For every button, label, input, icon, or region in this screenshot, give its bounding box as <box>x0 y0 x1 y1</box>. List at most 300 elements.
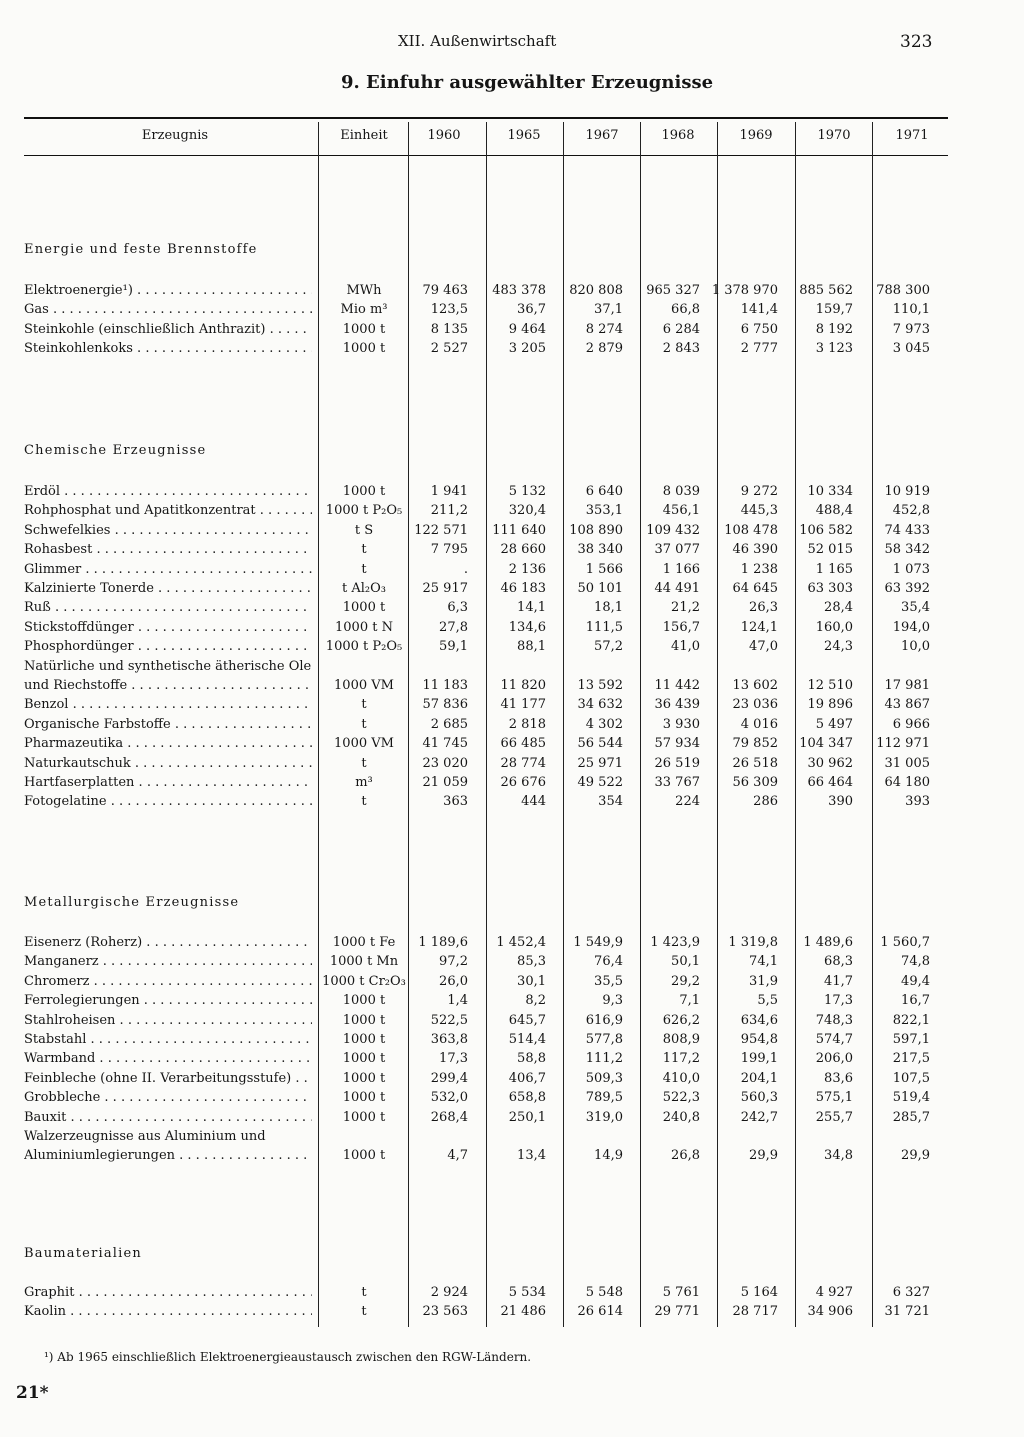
cell-value: 954,8 <box>740 1032 778 1047</box>
table-row <box>0 639 1024 658</box>
table-row <box>0 659 1024 678</box>
cell-value: 1 489,6 <box>803 935 853 950</box>
cell-value: 17,3 <box>439 1051 468 1067</box>
cell-value: 9 272 <box>740 484 778 499</box>
cell-value: 57 836 <box>422 697 468 713</box>
cell-value: 250,1 <box>508 1109 546 1125</box>
cell-value: 483 378 <box>492 283 546 298</box>
row-unit: 1000 t Fe <box>332 935 396 950</box>
row-unit: Mio m³ <box>340 302 388 318</box>
cell-value: 159,7 <box>815 302 853 318</box>
cell-value: 1 423,9 <box>650 935 700 950</box>
cell-value: 31 721 <box>884 1304 930 1320</box>
cell-value: 8,2 <box>525 993 546 1009</box>
cell-value: 17,3 <box>824 993 853 1009</box>
cell-value: 6 284 <box>662 321 700 337</box>
cell-value: 1 566 <box>585 561 623 577</box>
cell-value: 354 <box>598 794 623 810</box>
section-title: Energie und feste Brennstoffe <box>24 242 258 257</box>
table-row <box>0 756 1024 775</box>
cell-value: 23 036 <box>732 697 778 713</box>
cell-value: 63 303 <box>807 581 853 596</box>
cell-value: 5 761 <box>662 1285 700 1300</box>
cell-value: 117,2 <box>662 1051 700 1067</box>
row-unit: 1000 VM <box>334 736 394 752</box>
row-unit: t S <box>354 522 374 538</box>
cell-value: 5 548 <box>585 1285 623 1300</box>
cell-value: 4 016 <box>740 716 778 732</box>
chapter-title: XII. Außenwirtschaft <box>398 32 557 50</box>
cell-value: 406,7 <box>508 1070 546 1086</box>
row-label: Elektroenergie¹) . . . <box>24 283 312 298</box>
row-unit: 1000 t P₂O₅ <box>325 503 403 519</box>
cell-value: 575,1 <box>815 1090 853 1106</box>
cell-value: 13 602 <box>732 678 778 693</box>
cell-value: 2 685 <box>430 716 468 732</box>
row-unit: t <box>361 697 367 713</box>
table-row <box>0 562 1024 581</box>
cell-value: 8 039 <box>662 484 700 499</box>
page-title: 9. Einfuhr ausgewählter Erzeugnisse <box>340 72 714 93</box>
row-label: Steinkohlenkoks . . . <box>24 341 312 356</box>
cell-value: 57 934 <box>654 736 700 752</box>
table-row <box>0 484 1024 503</box>
cell-value: 160,0 <box>815 619 853 635</box>
cell-value: 5,5 <box>757 993 778 1009</box>
row-unit: 1000 t <box>342 1051 386 1067</box>
cell-value: 26,8 <box>671 1148 700 1164</box>
cell-value: 522,3 <box>662 1090 700 1106</box>
row-unit: t <box>361 1285 367 1300</box>
row-label: Glimmer . . . <box>24 562 312 577</box>
cell-value: 597,1 <box>892 1032 930 1047</box>
column-header-product: Erzeugnis <box>141 128 209 143</box>
cell-value: 6 640 <box>585 484 623 499</box>
cell-value: 390 <box>828 794 853 810</box>
row-unit: 1000 t Cr₂O₃ <box>322 973 406 989</box>
cell-value: 2 777 <box>740 341 778 357</box>
column-header-year: 1968 <box>661 128 695 143</box>
table-row <box>0 935 1024 954</box>
cell-value: 49,4 <box>901 973 930 989</box>
cell-value: 199,1 <box>740 1051 778 1067</box>
cell-value: 112 971 <box>876 736 930 752</box>
cell-value: 59,1 <box>439 639 468 655</box>
cell-value: 11 442 <box>654 678 700 693</box>
row-label: Eisenerz (Roherz) . . . <box>24 935 312 950</box>
cell-value: 1 073 <box>892 561 930 577</box>
row-label: Chromerz . . . <box>24 974 312 989</box>
cell-value: 123,5 <box>430 302 468 318</box>
cell-value: 33 767 <box>654 775 700 790</box>
cell-value: 56 309 <box>732 775 778 790</box>
cell-value: 822,1 <box>892 1012 930 1028</box>
cell-value: 363,8 <box>430 1032 468 1047</box>
cell-value: 64 645 <box>732 581 778 596</box>
cell-value: 134,6 <box>508 619 546 635</box>
cell-value: 6,3 <box>447 600 468 616</box>
row-label: Warmband . . . <box>24 1051 312 1066</box>
column-header-year: 1971 <box>895 128 929 143</box>
footnote: ¹) Ab 1965 einschließlich Elektroenergieaustausch zwischen den RGW-Ländern. <box>44 1350 532 1364</box>
cell-value: 393 <box>905 794 930 810</box>
row-unit: t <box>361 716 367 732</box>
row-label: Bauxit . . . <box>24 1110 312 1125</box>
cell-value: 18,1 <box>594 600 623 616</box>
cell-value: 1,4 <box>447 993 468 1009</box>
cell-value: 30,1 <box>517 973 546 989</box>
row-label: Fotogelatine . . . <box>24 794 312 809</box>
cell-value: 41,0 <box>671 639 700 655</box>
table-row <box>0 322 1024 341</box>
row-unit: 1000 t <box>342 1090 386 1106</box>
cell-value: 58,8 <box>517 1051 546 1067</box>
cell-value: 206,0 <box>815 1051 853 1067</box>
cell-value: 156,7 <box>662 619 700 635</box>
cell-value: 35,5 <box>594 973 623 989</box>
table-row <box>0 775 1024 794</box>
cell-value: 23 563 <box>422 1304 468 1320</box>
cell-value: 106 582 <box>799 522 853 538</box>
cell-value: 66,8 <box>671 302 700 318</box>
cell-value: 286 <box>753 794 778 810</box>
cell-value: 28,4 <box>824 600 853 616</box>
cell-value: 7 973 <box>892 321 930 337</box>
cell-value: 57,2 <box>594 639 623 655</box>
row-unit: 1000 t <box>342 321 386 337</box>
cell-value: 85,3 <box>517 954 546 970</box>
row-label: Naturkautschuk . . . <box>24 756 312 771</box>
cell-value: 41,7 <box>824 973 853 989</box>
cell-value: 13 592 <box>577 678 623 693</box>
cell-value: 240,8 <box>662 1109 700 1125</box>
section-title: Chemische Erzeugnisse <box>24 443 207 458</box>
table-row <box>0 1110 1024 1129</box>
cell-value: 38 340 <box>577 542 623 558</box>
cell-value: 519,4 <box>892 1090 930 1106</box>
cell-value: 14,9 <box>594 1148 623 1164</box>
sheet-signature: 21* <box>16 1383 49 1403</box>
cell-value: 645,7 <box>508 1012 546 1028</box>
cell-value: 63 392 <box>884 581 930 596</box>
page-number: 323 <box>900 32 933 52</box>
page-header <box>0 32 1024 56</box>
cell-value: 19 896 <box>807 697 853 713</box>
cell-value: 28 774 <box>500 755 546 771</box>
cell-value: 6 966 <box>892 716 930 732</box>
cell-value: 108 478 <box>724 522 778 538</box>
cell-value: 23 020 <box>422 755 468 771</box>
cell-value: 3 930 <box>662 716 700 732</box>
row-unit: 1000 t N <box>335 619 393 635</box>
cell-value: 444 <box>521 794 546 810</box>
row-label: Rohasbest . . . <box>24 542 312 557</box>
row-unit: 1000 t P₂O₅ <box>325 639 403 655</box>
cell-value: 885 562 <box>799 283 853 298</box>
table-row <box>0 794 1024 813</box>
cell-value: 4,7 <box>447 1148 468 1164</box>
cell-value: 1 189,6 <box>418 935 468 950</box>
cell-value: 5 132 <box>508 484 546 499</box>
cell-value: 25 971 <box>577 755 623 771</box>
table-row <box>0 283 1024 302</box>
table-row <box>0 678 1024 697</box>
table-row <box>0 581 1024 600</box>
cell-value: 111 640 <box>492 522 546 538</box>
cell-value: 31,9 <box>749 973 778 989</box>
cell-value: 111,5 <box>585 619 623 635</box>
table-row <box>0 1148 1024 1167</box>
cell-value: 456,1 <box>662 503 700 519</box>
cell-value: 13,4 <box>517 1148 546 1164</box>
row-label: Rohphosphat und Apatitkonzentrat . . . <box>24 503 312 518</box>
row-label: Stabstahl . . . <box>24 1032 312 1047</box>
cell-value: 41 177 <box>500 697 546 713</box>
cell-value: 31 005 <box>884 755 930 771</box>
cell-value: 74,8 <box>901 954 930 970</box>
cell-value: 445,3 <box>740 503 778 519</box>
cell-value: 11 183 <box>422 678 468 693</box>
cell-value: 41 745 <box>422 736 468 752</box>
cell-value: 808,9 <box>662 1032 700 1047</box>
cell-value: 1 452,4 <box>496 935 546 950</box>
cell-value: 16,7 <box>901 993 930 1009</box>
cell-value: 1 166 <box>662 561 700 577</box>
cell-value: 2 879 <box>585 341 623 357</box>
row-label: Manganerz . . . <box>24 954 312 969</box>
cell-value: 7,1 <box>679 993 700 1009</box>
cell-value: 3 045 <box>892 341 930 357</box>
cell-value: 64 180 <box>884 775 930 790</box>
row-unit: m³ <box>355 775 373 790</box>
table-row <box>0 1090 1024 1109</box>
cell-value: 14,1 <box>517 600 546 616</box>
table-row <box>0 1071 1024 1090</box>
cell-value: 74,1 <box>749 954 778 970</box>
cell-value: 28 717 <box>732 1304 778 1320</box>
cell-value: 2 136 <box>508 561 546 577</box>
row-label: Walzerzeugnisse aus Aluminium und <box>24 1129 266 1144</box>
table-row <box>0 1129 1024 1148</box>
cell-value: 1 941 <box>430 484 468 499</box>
cell-value: 36,7 <box>517 302 546 318</box>
column-header-year: 1967 <box>585 128 619 143</box>
table-row <box>0 697 1024 716</box>
cell-value: 1 319,8 <box>728 935 778 950</box>
cell-value: 34 906 <box>807 1304 853 1320</box>
cell-value: 509,3 <box>585 1070 623 1086</box>
cell-value: 12 510 <box>807 678 853 693</box>
table-row <box>0 736 1024 755</box>
row-label: und Riechstoffe . . . <box>24 678 312 693</box>
section-title: Metallurgische Erzeugnisse <box>24 895 240 910</box>
cell-value: 74 433 <box>884 522 930 538</box>
table-row <box>0 1032 1024 1051</box>
row-unit: 1000 t <box>342 484 386 499</box>
cell-value: 2 924 <box>430 1285 468 1300</box>
row-unit: t <box>361 755 367 771</box>
cell-value: 452,8 <box>892 503 930 519</box>
cell-value: 2 843 <box>662 341 700 357</box>
column-header-unit: Einheit <box>340 128 388 143</box>
table-row <box>0 620 1024 639</box>
cell-value: 788 300 <box>876 283 930 298</box>
cell-value: 17 981 <box>884 678 930 693</box>
row-unit: 1000 t <box>342 341 386 357</box>
cell-value: 8 274 <box>585 321 623 337</box>
cell-value: 634,6 <box>740 1012 778 1028</box>
row-unit: 1000 t <box>342 1070 386 1086</box>
row-label: Ferrolegierungen . . . <box>24 993 312 1008</box>
cell-value: 1 549,9 <box>573 935 623 950</box>
cell-value: 560,3 <box>740 1090 778 1106</box>
cell-value: 66 485 <box>500 736 546 752</box>
cell-value: 532,0 <box>430 1090 468 1106</box>
cell-value: 110,1 <box>892 302 930 318</box>
cell-value: 79 852 <box>732 736 778 752</box>
table-row <box>0 1051 1024 1070</box>
cell-value: 9 464 <box>508 321 546 337</box>
row-unit: t Al₂O₃ <box>342 581 386 596</box>
row-unit: t <box>361 794 367 810</box>
table-top-rule <box>24 117 948 119</box>
row-label: Feinbleche (ohne II. Verarbeitungsstufe) . . . <box>24 1071 312 1086</box>
cell-value: 6 750 <box>740 321 778 337</box>
row-label: Pharmazeutika . . . <box>24 736 312 751</box>
cell-value: 26 518 <box>732 755 778 771</box>
cell-value: 104 347 <box>799 736 853 752</box>
cell-value: 7 795 <box>430 542 468 558</box>
cell-value: 299,4 <box>430 1070 468 1086</box>
row-unit: t <box>361 561 367 577</box>
cell-value: 122 571 <box>414 522 468 538</box>
row-label: Natürliche und synthetische ätherische Öle <box>24 658 312 674</box>
cell-value: 3 205 <box>508 341 546 357</box>
cell-value: 363 <box>443 794 468 810</box>
cell-value: 47,0 <box>749 639 778 655</box>
row-label: Hartfaserplatten . . . <box>24 775 312 790</box>
cell-value: 26,3 <box>749 600 778 616</box>
row-label: Phosphordünger . . . <box>24 639 312 654</box>
cell-value: 36 439 <box>654 697 700 713</box>
cell-value: 211,2 <box>430 503 468 519</box>
cell-value: 58 342 <box>884 542 930 558</box>
cell-value: 5 534 <box>508 1285 546 1300</box>
cell-value: 616,9 <box>585 1012 623 1028</box>
row-unit: t <box>361 542 367 558</box>
cell-value: 83,6 <box>824 1070 853 1086</box>
cell-value: 8 192 <box>815 321 853 337</box>
table-row <box>0 523 1024 542</box>
cell-value: 124,1 <box>740 619 778 635</box>
cell-value: 111,2 <box>585 1051 623 1067</box>
row-label: Gas . . . <box>24 302 312 317</box>
column-header-year: 1965 <box>507 128 541 143</box>
cell-value: 52 015 <box>807 542 853 558</box>
row-unit: MWh <box>346 283 382 298</box>
cell-value: 10,0 <box>901 639 930 655</box>
table-row <box>0 974 1024 993</box>
cell-value: 28 660 <box>500 542 546 558</box>
cell-value: 789,5 <box>585 1090 623 1106</box>
cell-value: 204,1 <box>740 1070 778 1086</box>
cell-value: 10 919 <box>884 484 930 499</box>
row-label: Aluminiumlegierungen . . . <box>24 1148 312 1163</box>
cell-value: 820 808 <box>569 283 623 298</box>
cell-value: 514,4 <box>508 1032 546 1047</box>
table-row <box>0 302 1024 321</box>
cell-value: 49 522 <box>577 775 623 790</box>
row-label: Grobbleche . . . <box>24 1090 312 1105</box>
table-row <box>0 600 1024 619</box>
cell-value: 37,1 <box>594 302 623 318</box>
cell-value: . <box>463 561 468 577</box>
cell-value: 319,0 <box>585 1109 623 1125</box>
cell-value: 320,4 <box>508 503 546 519</box>
cell-value: 965 327 <box>646 283 700 298</box>
cell-value: 29,9 <box>749 1148 778 1164</box>
cell-value: 37 077 <box>654 542 700 558</box>
cell-value: 4 927 <box>815 1285 853 1300</box>
table-row <box>0 993 1024 1012</box>
row-label: Stickstoffdünger . . . <box>24 620 312 635</box>
row-label: Organische Farbstoffe . . . <box>24 717 312 732</box>
cell-value: 109 432 <box>646 522 700 538</box>
cell-value: 46 183 <box>500 581 546 596</box>
row-unit: t <box>361 1304 367 1320</box>
cell-value: 21,2 <box>671 600 700 616</box>
cell-value: 108 890 <box>569 522 623 538</box>
cell-value: 1 560,7 <box>880 935 930 950</box>
cell-value: 577,8 <box>585 1032 623 1047</box>
cell-value: 24,3 <box>824 639 853 655</box>
row-label: Steinkohle (einschließlich Anthrazit) . . . <box>24 322 312 337</box>
cell-value: 34 632 <box>577 697 623 713</box>
cell-value: 658,8 <box>508 1090 546 1106</box>
row-label: Schwefelkies . . . <box>24 523 312 538</box>
cell-value: 3 123 <box>815 341 853 357</box>
cell-value: 4 302 <box>585 716 623 732</box>
cell-value: 2 818 <box>508 716 546 732</box>
cell-value: 97,2 <box>439 954 468 970</box>
cell-value: 29,9 <box>901 1148 930 1164</box>
cell-value: 748,3 <box>815 1012 853 1028</box>
cell-value: 88,1 <box>517 639 546 655</box>
cell-value: 1 238 <box>740 561 778 577</box>
section-title: Baumaterialien <box>24 1246 142 1261</box>
cell-value: 5 497 <box>815 716 853 732</box>
row-unit: 1000 t <box>342 1148 386 1164</box>
row-label: Erdöl . . . <box>24 484 312 499</box>
row-unit: 1000 t <box>342 993 386 1009</box>
cell-value: 21 486 <box>500 1304 546 1320</box>
row-unit: 1000 t Mn <box>329 954 399 970</box>
cell-value: 410,0 <box>662 1070 700 1086</box>
table-row <box>0 542 1024 561</box>
cell-value: 26 614 <box>577 1304 623 1320</box>
table-row <box>0 1304 1024 1323</box>
cell-value: 68,3 <box>824 954 853 970</box>
cell-value: 43 867 <box>884 697 930 713</box>
cell-value: 29,2 <box>671 973 700 989</box>
row-label: Ruß . . . <box>24 600 312 615</box>
table-row <box>0 954 1024 973</box>
table-row <box>0 1285 1024 1304</box>
cell-value: 224 <box>675 794 700 810</box>
column-header-year: 1969 <box>739 128 773 143</box>
cell-value: 107,5 <box>892 1070 930 1086</box>
cell-value: 268,4 <box>430 1109 468 1125</box>
